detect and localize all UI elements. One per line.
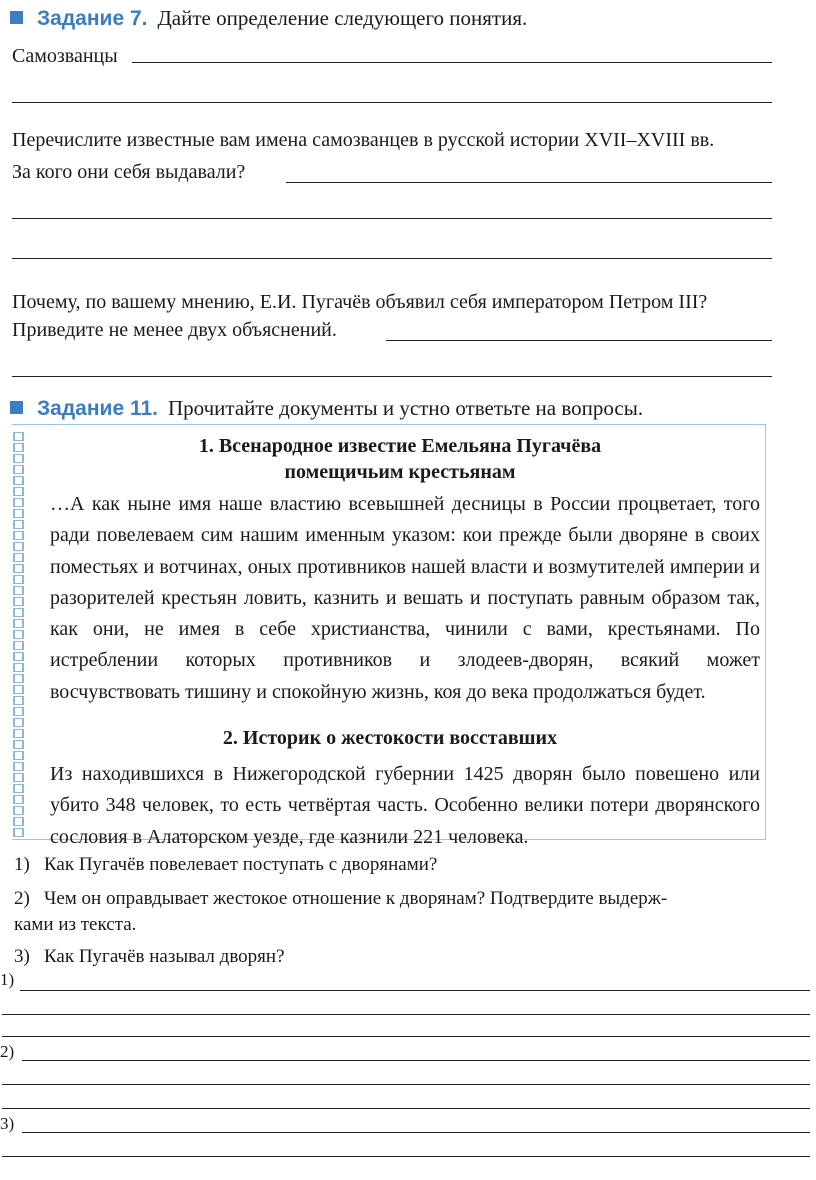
question-2-cont: ками из текста. xyxy=(14,914,137,935)
answer-line[interactable] xyxy=(132,62,772,63)
answer-line[interactable] xyxy=(22,1060,810,1061)
answer-line[interactable] xyxy=(20,990,810,991)
square-bullet-icon xyxy=(10,11,23,24)
term-label: Самозванцы xyxy=(12,45,118,67)
answer-line[interactable] xyxy=(12,258,772,259)
answer-line[interactable] xyxy=(2,1156,810,1157)
doc1-subtitle: помещичьим крестьянам xyxy=(284,461,516,483)
answer-line[interactable] xyxy=(2,1036,810,1037)
question-text: За кого они себя выдавали? xyxy=(12,161,246,183)
answer-line[interactable] xyxy=(386,340,772,341)
question-3: 3) Как Пугачёв называл дворян? xyxy=(14,946,285,967)
answer-line[interactable] xyxy=(2,1014,810,1015)
doc2-title: 2. Историк о жестокости восставших xyxy=(222,727,558,749)
dotted-margin-decoration xyxy=(13,430,24,838)
square-bullet-icon xyxy=(10,401,23,414)
answer-line[interactable] xyxy=(2,1108,810,1109)
question-1: 1) Как Пугачёв повелевает поступать с дворянами? xyxy=(14,854,438,875)
task11-label: Задание 11. xyxy=(37,397,158,420)
answer-label-1: 1) xyxy=(0,970,15,989)
doc1-title: 1. Всенародное известие Емельяна Пугачёва xyxy=(198,435,602,457)
question-text: Почему, по вашему мнению, Е.И. Пугачёв объявил себя императором Петром III? xyxy=(12,291,708,313)
answer-line[interactable] xyxy=(22,1132,810,1133)
answer-label-3: 3) xyxy=(0,1114,15,1133)
answer-line[interactable] xyxy=(12,218,772,219)
task11-header xyxy=(10,396,643,421)
answer-line[interactable] xyxy=(12,102,772,103)
task7-instruction: Дайте определение следующего понятия. xyxy=(157,6,528,30)
question-2: 2) Чем он оправдывает жестокое отношение к дворянам? Подтвердите выдерж- xyxy=(14,888,668,909)
answer-line[interactable] xyxy=(2,1084,810,1085)
task7-header xyxy=(10,6,527,31)
task7-label: Задание 7. xyxy=(37,7,148,30)
answer-line[interactable] xyxy=(286,182,772,183)
task11-instruction: Прочитайте документы и устно ответьте на вопросы. xyxy=(168,396,644,420)
answer-label-2: 2) xyxy=(0,1042,15,1061)
question-text: Перечислите известные вам имена самозванцев в русской истории XVII–XVIII вв. xyxy=(12,129,715,151)
question-text: Приведите не менее двух объяснений. xyxy=(12,319,337,341)
answer-line[interactable] xyxy=(12,376,772,377)
doc2-text: Из находившихся в Нижегородской губернии 1425 дворян было повешено или убито 348 человек, то есть четвёртая часть. Особенно велики потери дворянского сословия в Алаторском уезде, где казнили 221 человека. xyxy=(50,763,760,848)
doc1-text: …А как ныне имя наше властию всевышней десницы в России процветает, того ради повелеваем сим нашим именным указом: кои прежде были дворяне в своих поместьях и вотчинах, оных противников нашей власти и возмутителей империи и разорителей крестьян ловить, казнить и вешать и поступать равным образом так, как они, не имея в себе христианства, чинили с вами, крестьянами. По истреблении которых противников и злодеев-дворян, всякий может восчувствовать тишину и спокойную жизнь, коя до века продолжаться будет. xyxy=(50,493,760,703)
